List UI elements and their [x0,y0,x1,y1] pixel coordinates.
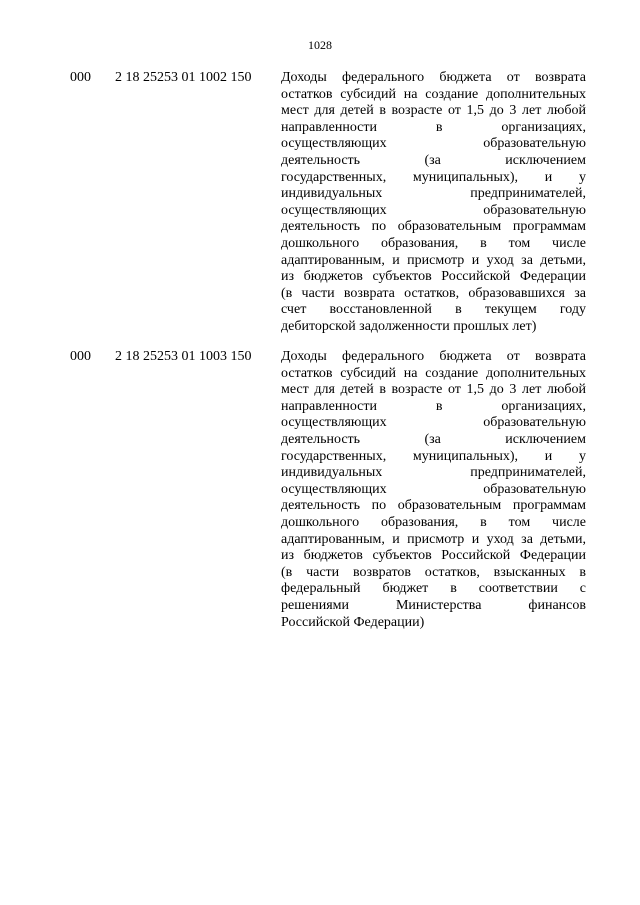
description-line: осуществляющих образовательную [281,136,586,152]
description-line: адаптированным, и присмотр и уход за детьми, [281,252,586,268]
administrator-code: 000 [70,349,91,364]
description-line: (в части возврата остатков, образовавшихся за [281,285,586,301]
description-line: Доходы федерального бюджета от возврата [281,70,586,85]
description-line: дошкольного образования, в том числе [281,514,586,530]
description-line: из бюджетов субъектов Российской Федерации [281,548,586,564]
description-line: осуществляющих образовательную [281,481,586,497]
description-line: осуществляющих образовательную [281,202,586,218]
description-line: индивидуальных предпринимателей, [281,465,586,481]
description-line: остатков субсидий на создание дополнительных [281,365,586,381]
description-line: дошкольного образования, в том числе [281,235,586,251]
description-line: направленности в организациях, [281,119,586,135]
description-line: Доходы федерального бюджета от возврата [281,349,586,364]
description-line: государственных, муниципальных), и у [281,448,586,464]
description-line: деятельность (за исключением [281,152,586,168]
description-line: дебиторской задолженности прошлых лет) [281,318,537,334]
budget-classification-code: 2 18 25253 01 1003 150 [115,349,252,364]
description-line: деятельность по образовательным программам [281,219,586,235]
page-number: 1028 [308,38,332,52]
description-line: остатков субсидий на создание дополнительных [281,86,586,102]
description-line: Российской Федерации) [281,614,425,630]
description-line: индивидуальных предпринимателей, [281,186,586,202]
description-line: осуществляющих образовательную [281,415,586,431]
description-line: деятельность (за исключением [281,431,586,447]
income-description [281,70,586,336]
description-line: направленности в организациях, [281,398,586,414]
description-line: деятельность по образовательным программам [281,498,586,514]
description-line: счет восстановленной в текущем году [281,302,586,318]
description-line: решениями Министерства финансов [281,597,586,613]
description-line: федеральный бюджет в соответствии с [281,581,586,597]
description-line: мест для детей в возрасте от 1,5 до 3 лет любой [281,382,586,398]
description-line: (в части возвратов остатков, взысканных в [281,564,586,580]
income-description [281,349,586,631]
description-line: мест для детей в возрасте от 1,5 до 3 лет любой [281,103,586,119]
budget-classification-code: 2 18 25253 01 1002 150 [115,70,252,85]
administrator-code: 000 [70,70,91,85]
description-line: из бюджетов субъектов Российской Федерации [281,269,586,285]
description-line: адаптированным, и присмотр и уход за детьми, [281,531,586,547]
description-line: государственных, муниципальных), и у [281,169,586,185]
